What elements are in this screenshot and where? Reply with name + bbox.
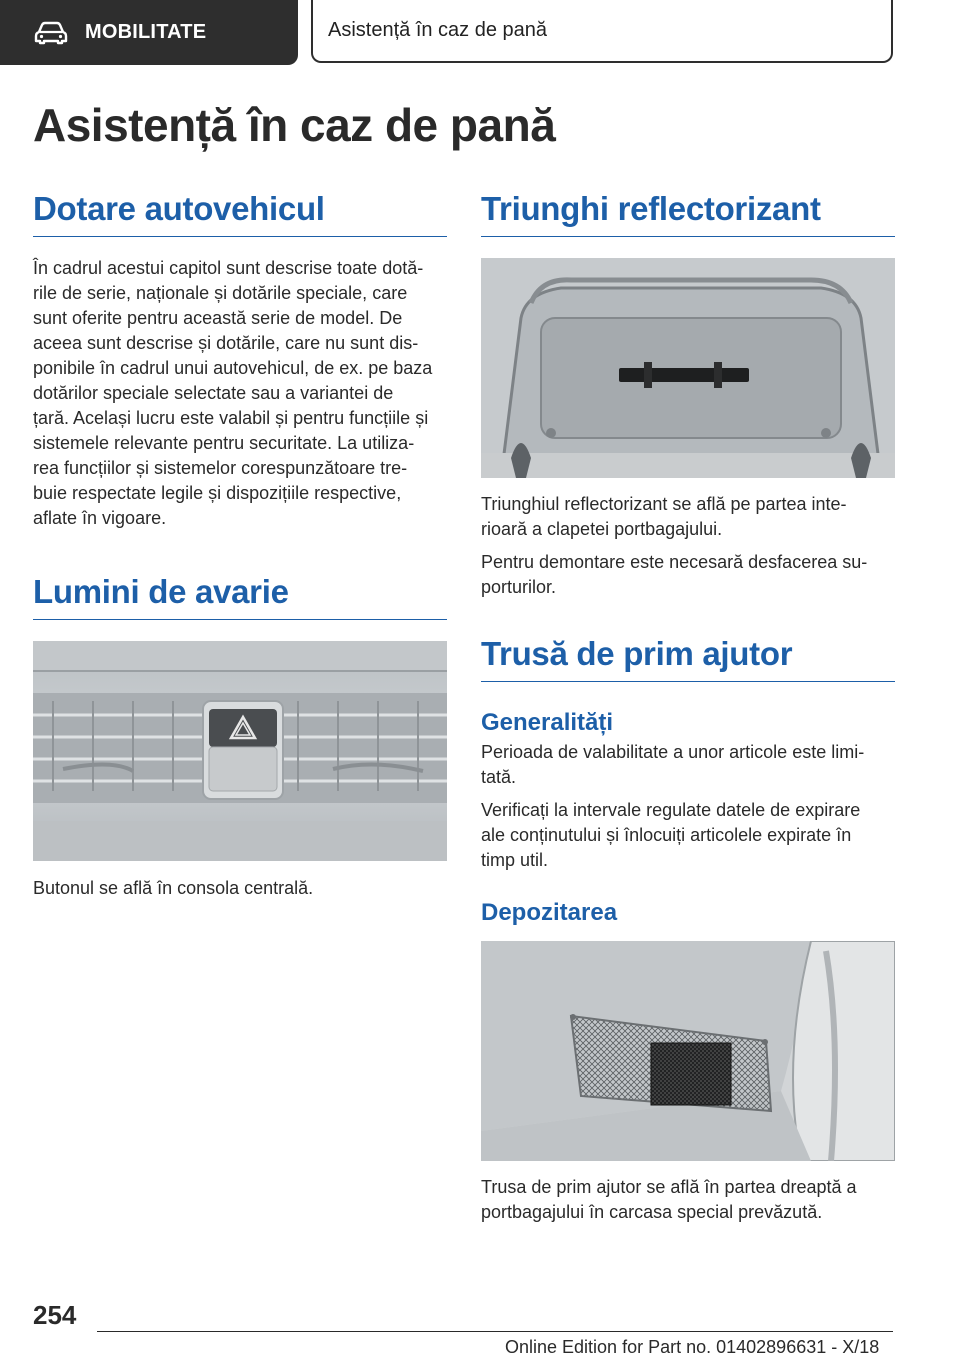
page-number: 254 [33,1300,77,1330]
page-title: Asistență în caz de pană [33,99,556,151]
text-line: Trusa de prim ajutor se află în partea dreaptă a [481,1177,857,1197]
subheading-depozitarea: Depozitarea [481,899,618,926]
text-line: portbagajului în carcasa special prevăzută. [481,1202,823,1222]
text-line: țară. Același lucru este valabil și pentru funcțiile și [33,408,429,428]
subheading-generalitati: Generalități [481,709,614,736]
header-category-tab[interactable] [0,0,298,65]
text-line: timp util. [481,850,549,870]
caption-hazard-button: Butonul se află în consola centrală. [33,878,314,898]
heading-lumini-de-avarie: Lumini de avarie [33,573,447,620]
trunk-net-illustration [481,941,895,1161]
text-line: buie respectate legile și dispozițiile respective, [33,483,402,503]
text-line: sunt oferite pentru această serie de model. De [33,308,403,328]
text-line: aceea sunt descrise și dotările, care nu sunt dis- [33,333,419,353]
text-line: rea funcțiilor și sistemelor corespunzătoare tre- [33,458,408,478]
header-category-label: MOBILITATE [85,21,207,43]
left-column [33,190,447,901]
hazard-switch-illustration [33,641,447,861]
paragraph-dotare [33,256,447,531]
paragraph-generalitati-1 [481,740,895,790]
text-line: porturilor. [481,577,557,597]
paragraph-generalitati-2 [481,798,895,873]
text-line: rioară a clapetei portbagajului. [481,519,723,539]
right-column [481,190,895,1225]
text-line: Verificați la intervale regulate datele de expirare [481,800,861,820]
header-section-label: Asistență în caz de pană [328,19,548,41]
trunk-lid-illustration [481,258,895,478]
hazard-lights-image [33,641,447,861]
text-line: ale conținutului și înlocuiți articolele expirate în [481,825,852,845]
text-line: Pentru demontare este necesară desfacerea su- [481,552,868,572]
paragraph-triunghi-2 [481,550,895,600]
car-icon [33,21,69,45]
text-line: ponibile în cadrul unui autovehicul, de ex. pe baza [33,358,433,378]
footer-divider [97,1331,893,1332]
heading-triunghi-reflectorizant: Triunghi reflectorizant [481,190,895,237]
caption-first-aid-kit [481,1175,895,1225]
text-line: sistemele relevante pentru securitate. La utiliza- [33,433,415,453]
text-line: Perioada de valabilitate a unor articole este limi- [481,742,865,762]
footer-edition-text: Online Edition for Part no. 01402896631 - X/18 [505,1337,880,1357]
text-line: dotărilor speciale selectate sau a variantei de [33,383,394,403]
text-line: aflate în vigoare. [33,508,167,528]
text-line: rile de serie, naționale și dotările speciale, care [33,283,408,303]
heading-dotare-autovehicul: Dotare autovehicul [33,190,447,237]
header-section-tab[interactable] [311,0,893,63]
text-line: Triunghiul reflectorizant se află pe partea inte- [481,494,847,514]
text-line: În cadrul acestui capitol sunt descrise toate dotă- [33,258,424,278]
warning-triangle-image [481,258,895,478]
paragraph-triunghi-1 [481,492,895,542]
heading-trusa-de-prim-ajutor: Trusă de prim ajutor [481,635,895,682]
first-aid-kit-image [481,941,895,1161]
text-line: tată. [481,767,517,787]
